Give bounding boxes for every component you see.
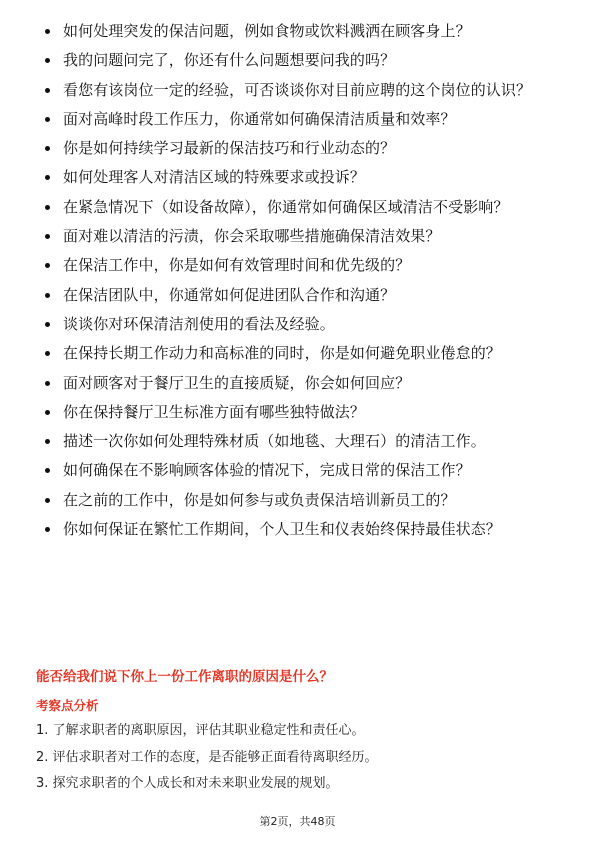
question-text: 看您有该岗位一定的经验，可否谈谈你对目前应聘的这个岗位的认识？ <box>63 80 532 99</box>
question-text: 谈谈你对环保清洁剂使用的看法及经验。 <box>63 314 335 333</box>
list-item <box>44 79 559 101</box>
bullet-icon <box>45 175 50 180</box>
list-item <box>44 459 559 481</box>
bullet-icon <box>45 498 50 503</box>
bullet-icon <box>45 351 50 356</box>
list-item <box>44 108 559 130</box>
page-number: 第2页，共48页 <box>259 815 336 828</box>
question-text: 如何处理突发的保洁问题，例如食物或饮料溅洒在顾客身上？ <box>63 22 471 40</box>
question-text: 面对顾客对于餐厅卫生的直接质疑，你会如何回应？ <box>63 373 411 392</box>
question-text: 面对难以清洁的污渍，你会采取哪些措施确保清洁效果？ <box>63 227 441 246</box>
list-item <box>44 196 559 218</box>
list-item <box>44 401 559 423</box>
question-text: 在之前的工作中，你是如何参与或负责保洁培训新员工的？ <box>63 490 456 509</box>
question-text: 你如何保证在繁忙工作期间，个人卫生和仪表始终保持最佳状态？ <box>63 520 501 539</box>
list-item <box>44 284 559 306</box>
question-text: 如何确保在不影响顾客体验的情况下，完成日常的保洁工作？ <box>63 461 471 480</box>
list-item <box>44 430 559 452</box>
bullet-icon <box>45 88 50 93</box>
list-item <box>44 518 559 540</box>
featured-question-heading: 能否给我们说下你上一份工作离职的原因是什么？ <box>36 669 333 685</box>
bullet-icon <box>45 322 50 327</box>
list-item <box>44 137 559 159</box>
question-text: 面对高峰时段工作压力，你通常如何确保清洁质量和效率？ <box>63 109 456 128</box>
bullet-icon <box>45 146 50 151</box>
question-text: 如何处理客人对清洁区域的特殊要求或投诉？ <box>63 168 366 187</box>
bullet-icon <box>45 527 50 532</box>
list-item <box>44 489 559 511</box>
bullet-icon <box>45 468 50 473</box>
list-item <box>44 342 559 364</box>
bullet-icon <box>45 410 50 415</box>
list-item <box>44 225 559 247</box>
question-text: 我的问题问完了，你还有什么问题想要问我的吗？ <box>63 51 396 70</box>
bullet-icon <box>45 58 50 63</box>
question-text: 在保洁团队中，你通常如何促进团队合作和沟通？ <box>63 285 396 304</box>
question-text: 在紧急情况下（如设备故障），你通常如何确保区域清洁不受影响？ <box>63 197 509 216</box>
question-text: 在保持长期工作动力和高标准的同时，你是如何避免职业倦怠的？ <box>63 344 501 363</box>
analysis-list <box>36 722 566 802</box>
bullet-icon <box>45 263 50 268</box>
analysis-point: 3. 探究求职者的个人成长和对未来职业发展的规划。 <box>36 776 339 791</box>
bullet-icon <box>45 381 50 386</box>
bullet-icon <box>45 205 50 210</box>
analysis-point: 2. 评估求职者对工作的态度，是否能够正面看待离职经历。 <box>36 749 378 765</box>
question-text: 描述一次你如何处理特殊材质（如地毯、大理石）的清洁工作。 <box>63 432 486 451</box>
bullet-icon <box>45 293 50 298</box>
bullet-icon <box>45 439 50 444</box>
list-item <box>44 372 559 394</box>
question-text: 你是如何持续学习最新的保洁技巧和行业动态的？ <box>63 139 396 158</box>
list-item <box>44 166 559 188</box>
list-item <box>44 313 559 335</box>
list-item <box>44 49 559 71</box>
bullet-icon <box>45 29 50 34</box>
analysis-label: 考察点分析 <box>36 698 99 713</box>
bullet-icon <box>45 117 50 122</box>
question-list <box>44 20 559 547</box>
question-text: 你在保持餐厅卫生标准方面有哪些独特做法？ <box>63 402 366 421</box>
analysis-point: 1. 了解求职者的离职原因，评估其职业稳定性和责任心。 <box>36 723 365 738</box>
list-item <box>44 20 559 42</box>
list-item <box>44 254 559 276</box>
question-text: 在保洁工作中，你是如何有效管理时间和优先级的？ <box>63 256 411 275</box>
bullet-icon <box>45 234 50 239</box>
